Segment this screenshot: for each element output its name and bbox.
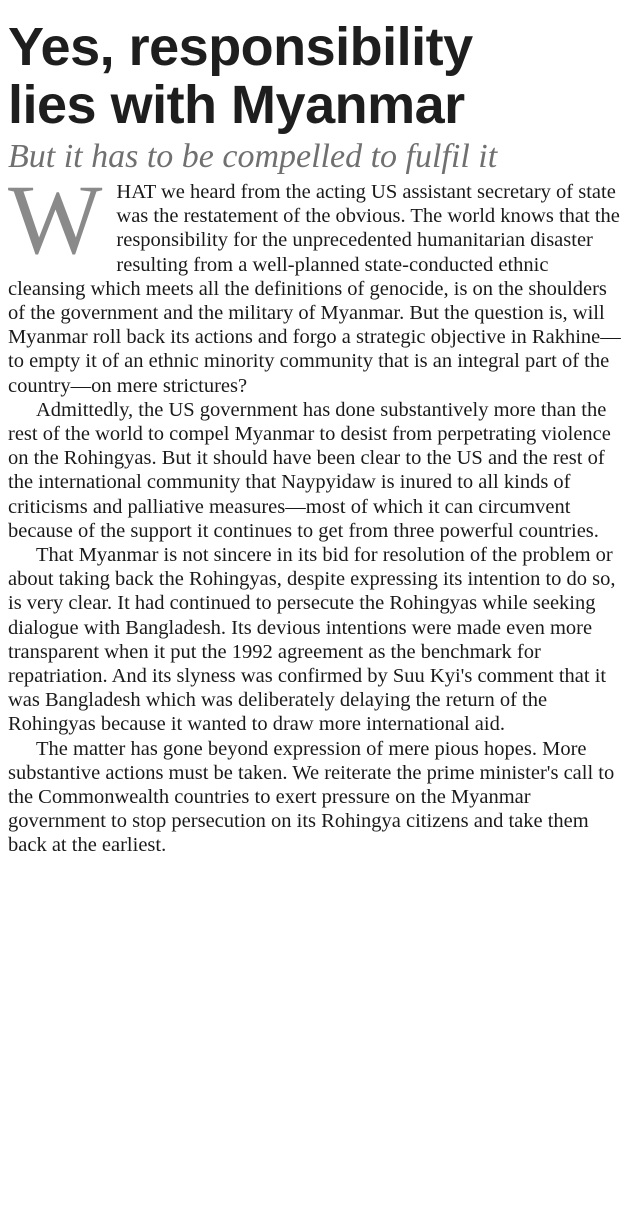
drop-cap: W <box>8 164 103 275</box>
article-body <box>8 164 628 858</box>
paragraph-1-text: HAT we heard from the acting US assistant secretary of state was the restatement of the obvious. The world knows that the responsibility for the unprecedented humanitarian disaster resulting from a well-planned state-conducted ethnic cleansing which meets all the definitions of genocide, is on the shoulders of the government and the military of Myanmar. But the question is, will Myanmar roll back its actions and forgo a strategic objective in Rakhine—to empty it of an ethnic minority community that is an integral part of the country—on mere strictures? <box>8 181 621 397</box>
headline <box>8 18 628 134</box>
paragraph-1 <box>8 164 628 398</box>
paragraph-3: That Myanmar is not sincere in its bid for resolution of the problem or about taking back the Rohingyas, despite expressing its intention to do so, is very clear. It had continued to persecute the Rohingyas while seeking dialogue with Bangladesh. Its devious intentions were made even more transparent when it put the 1992 agreement as the benchmark for repatriation. And its slyness was confirmed by Suu Kyi's comment that it was Bangladesh which was deliberately delaying the return of the Rohingyas because it wanted to draw more international aid. <box>8 544 616 736</box>
editorial-article <box>8 18 628 858</box>
paragraph-2: Admittedly, the US government has done substantively more than the rest of the world to compel Myanmar to desist from perpetrating violence on the Rohingyas. But it should have been clear to the US and the rest of the international community that Naypyidaw is inured to all kinds of criticisms and palliative measures—most of which it can circumvent because of the support it continues to get from three powerful countries. <box>8 398 611 542</box>
paragraph-4: The matter has gone beyond expression of mere pious hopes. More substantive actions must be taken. We reiterate the prime minister's call to the Commonwealth countries to exert pressure on the Myanmar government to stop persecution on its Rohingya citizens and take them back at the earliest. <box>8 737 615 857</box>
standfirst: But it has to be compelled to fulfil it <box>8 138 498 175</box>
headline-line-2: lies with Myanmar <box>8 75 465 135</box>
headline-line-1: Yes, responsibility <box>8 17 473 77</box>
